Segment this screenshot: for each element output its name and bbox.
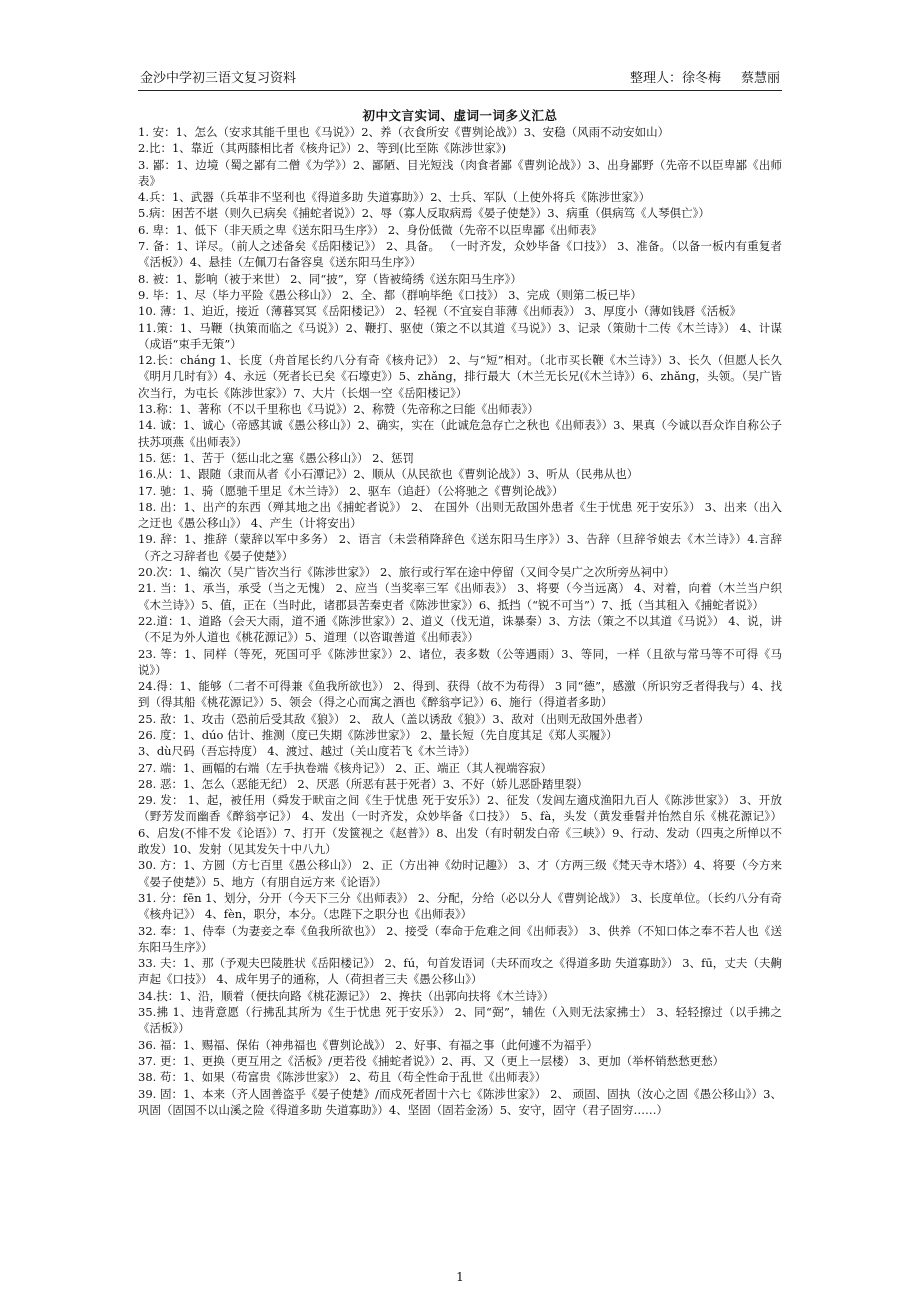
entry-item: 4.兵：1、武器（兵革非不坚利也《得道多助 失道寡助》）2、士兵、军队（上使外将兵《陈涉世家》） — [138, 190, 651, 205]
entry-item: 28. 恶：1、怎么（恶能无纪） 2、厌恶（所恶有甚于死者）3、不好（娇儿恶卧踏里裂） — [138, 776, 589, 791]
entry-item: 24.得：1、能够（二者不可得兼《鱼我所欲也》） 2、得到、获得（故不为苟得） 3 同“德”，感激（所识穷乏者得我与）4、找到（得其船《桃花源记》）5、领会（得之心而寓之酒也《醉翁亭记》）6、施行（得道者多助） — [138, 679, 782, 710]
entry-item: 36. 福：1、赐福、保佑（神弗福也《曹刿论战》） 2、好事、有福之事（此何遽不为福乎） — [138, 1037, 598, 1052]
entry-item: 7. 备：1、详尽。（前人之述备矣《岳阳楼记》） 2、具备。 （一时齐发，众妙毕备《口技》） 3、准备。（以备一板内有重复者《活板》）4、悬挂（左佩刀右备容臭《送东阳马生序》） — [138, 239, 782, 270]
page-title: 初中文言实词、虚词一词多义汇总 — [362, 108, 558, 123]
entry-item: 12.长：cháng 1、长度（舟首尾长约八分有奇《核舟记》） 2、与“短”相对。（北市买长鞭《木兰诗》）3、长久（但愿人长久《明月几时有》）4、永远（死者长已矣《石壕吏》）5、zhǎng，排行最大（木兰无长兄(《木兰诗》）6、zhǎng，头领。（吴广皆次当行，为屯长《陈涉世家》）7、大片（长烟一空《岳阳楼记》） — [138, 353, 782, 400]
entry-item: 30. 方：1、方圆（方七百里《愚公移山》） 2、正（方出神《幼时记趣》） 3、才（方两三级《梵天寺木塔》）4、将要（今方来《晏子使楚》）5、地方（有朋自远方来《论语》） — [138, 858, 782, 889]
entry-item: 9. 毕：1、尽（毕力平险《愚公移山》） 2、全、都（群响毕绝《口技》） 3、完成（则第二板已毕） — [138, 287, 642, 302]
entry-item: 32. 奉：1、侍奉（为妻妾之奉《鱼我所欲也》） 2、接受（奉命于危难之间《出师表》） 3、供养（不知口体之奉不若人也《送东阳马生序》） — [138, 923, 782, 954]
entry-item: 25. 敌：1、攻击（恐前后受其敌《狼》） 2、 敌人（盖以诱敌《狼》）3、敌对（出则无敌国外患者） — [138, 711, 650, 726]
entry-item: 15. 惩：1、苦于（惩山北之塞《愚公移山》） 2、惩罚 — [138, 450, 414, 465]
entry-item: 6. 卑：1、低下（非天质之卑《送东阳马生序》） 2、身份低微（先帝不以臣卑鄙《出师表》 — [138, 222, 603, 237]
entry-item: 10. 薄：1、迫近，接近（薄暮冥冥《岳阳楼记》） 2、轻视（不宜妄自菲薄《出师表》） 3、厚度小（薄如钱唇《活板》 — [138, 304, 742, 319]
entry-item: 16.从：1、跟随（隶而从者《小石潭记》）2、顺从（从民欲也《曹刿论战》）3、听从（民弗从也） — [138, 467, 639, 482]
header-organizer: 整理人：徐冬梅 — [629, 71, 721, 86]
entry-item: 39. 固：1、本来（齐人固善盗乎《晏子使楚》/而戍死者固十六七《陈涉世家》） 2、 顽固、固执（汝心之固《愚公移山》）3、巩固（固国不以山溪之险《得道多助 失道寡助》）4、坚固（固若金汤）5、安守，固守（君子固穷……） — [138, 1086, 782, 1117]
entry-item: 20.次：1、编次（吴广皆次当行《陈涉世家》） 2、旅行或行军在途中停留（又间令吴广之次所旁丛祠中） — [138, 565, 675, 580]
entry-item: 38. 苟：1、如果（苟富贵《陈涉世家》） 2、苟且（苟全性命于乱世《出师表》） — [138, 1070, 547, 1085]
entry-item: 23. 等：1、同样（等死，死国可乎《陈涉世家》）2、诸位，表多数（公等遇雨）3、等同，一样（且欲与常马等不可得《马说》） — [138, 646, 782, 677]
entry-item: 14. 诚：1、诚心（帝感其诚《愚公移山》）2、确实，实在（此诚危急存亡之秋也《出师表》）3、果真（今诚以吾众诈自称公子扶苏项燕《出师表》） — [138, 418, 782, 449]
entry-item: 1. 安：1、怎么（安求其能千里也《马说》）2、养（衣食所安《曹刿论战》）3、安稳（风雨不动安如山） — [138, 125, 670, 139]
entry-item: 31. 分：fēn 1、划分，分开（今天下三分《出师表》） 2、分配，分给（必以分人《曹刿论战》） 3、长度单位。（长约八分有奇《核舟记》） 4、fèn，职分，本分。（忠陛下之职分也《出师表》） — [138, 890, 782, 922]
entry-item: 37. 更：1、更换（更互用之《活板》/更若役《捕蛇者说》）2、再、又（更上一层楼） 3、更加（举杯销愁愁更愁） — [138, 1053, 725, 1068]
entry-item: 2.比：1、靠近（其两膝相比者《核舟记》）2、等到(比至陈《陈涉世家》) — [138, 141, 507, 156]
entry-item: 13.称：1、著称（不以千里称也《马说》）2、称赞（先帝称之曰能《出师表》） — [138, 402, 539, 417]
page-header — [138, 64, 782, 91]
entry-item: 35.拂 1、违背意愿（行拂乱其所为《生于忧患 死于安乐》） 2、同“弼”，辅佐（入则无法家拂士） 3、轻轻擦过（以手拂之《活板》） — [138, 1005, 782, 1036]
page-number: 1 — [456, 1270, 464, 1284]
header-organizer-2: 蔡慧丽 — [740, 71, 780, 86]
entry-item: 3. 鄙：1、边境（蜀之鄙有二僧《为学》）2、鄙陋、目光短浅（肉食者鄙《曹刿论战》）3、出身鄙野（先帝不以臣卑鄙《出师表》 — [138, 157, 782, 188]
entry-item: 5.病：困苦不堪（则久已病矣《捕蛇者说》）2、辱（寡人反取病焉《晏子使楚》）3、病重（俱病笃《人琴俱亡》） — [138, 206, 710, 221]
header-doc-title: 金沙中学初三语文复习资料 — [140, 71, 297, 86]
entry-item: 3、dù尺码（吾忘持度） 4、渡过、越过（关山度若飞《木兰诗》） — [138, 744, 476, 759]
entry-item: 26. 度：1、dúo 估计、推测（度已失期《陈涉世家》） 2、量长短（先自度其足《郑人买履》） — [138, 727, 618, 742]
entry-item: 11.策：1、马鞭（执策而临之《马说》）2、鞭打、驱使（策之不以其道《马说》）3、记录（策勋十二传《木兰诗》） 4、计谋（成语“束手无策”） — [138, 320, 782, 351]
entry-item: 33. 夫：1、那（予观夫巴陵胜状《岳阳楼记》） 2、fú，句首发语词（夫环而攻之《得道多助 失道寡助》） 3、fū，丈夫（夫齁声起《口技》） 4、成年男子的通称，人（荷担者三夫《愚公移山》） — [138, 956, 782, 987]
entry-item: 17. 驰：1、骑（愿驰千里足《木兰诗》） 2、驱车（追赶）（公将驰之《曹刿论战》） — [138, 483, 564, 498]
entry-list — [138, 124, 782, 1118]
entry-item: 19. 辞：1、推辞（蒙辞以军中多务） 2、语言（未尝稍降辞色《送东阳马生序》）3、告辞（旦辞爷娘去《木兰诗》）4.言辞（齐之习辞者也《晏子使楚》） — [138, 532, 782, 563]
entry-item: 22.道：1、道路（会天大雨，道不通《陈涉世家》）2、道义（伐无道，诛暴秦）3、方法（策之不以其道《马说》） 4、说，讲（不足为外人道也《桃花源记》）5、道理（以咨诹善道《出师表》） — [138, 613, 782, 645]
entry-item: 27. 端：1、画幅的右端（左手执卷端《核舟记》） 2、正、端正（其人视端容寂） — [138, 760, 552, 775]
entry-item: 29. 发： 1、起，被任用（舜发于畎亩之间《生于忧患 死于安乐》）2、征发（发闾左適戍渔阳九百人《陈涉世家》） 3、开放（野芳发而幽香《醉翁亭记》） 4、发出（一时齐发，众妙毕备《口技》） 5、fà，头发（黄发垂髫并怡然自乐《桃花源记》）6、启发(不悱不发《论语》）7、打开（发篋视之《赵普》）8、出发（有时朝发白帝《三峡》）9、行动、发动（四夷之所惮以不敢发）10、发射（见其发矢十中八九） — [138, 793, 782, 857]
entry-item: 8. 被：1、影响（被于来世） 2、同“披”，穿（皆被绮绣《送东阳马生序》） — [138, 271, 522, 286]
entry-item: 34.扶：1、沿，顺着（便扶向路《桃花源记》） 2、搀扶（出郭向扶将《木兰诗》） — [138, 988, 555, 1003]
entry-item: 18. 出：1、出产的东西（殚其地之出《捕蛇者说》） 2、 在国外（出则无敌国外患者《生于忧患 死于安乐》） 3、出来（出入之迂也《愚公移山》） 4、产生（计将安出） — [138, 499, 782, 531]
entry-item: 21. 当：1、承当，承受（当之无愧） 2、应当（当奖率三军《出师表》） 3、将要（今当远离） 4、对着，向着（木兰当户织《木兰诗》）5、值，正在（当时此，诸郡县苦秦吏者《陈涉世家》）6、抵挡（“锐不可当”）7、抵（当其租入《捕蛇者说》） — [138, 581, 782, 612]
header-organizers — [610, 67, 780, 86]
